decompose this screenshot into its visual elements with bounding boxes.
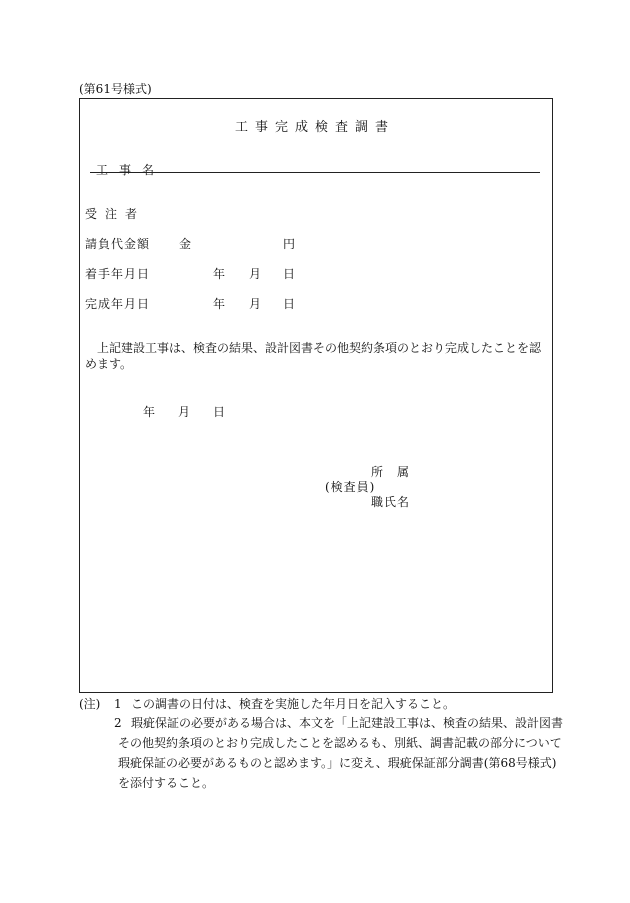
form-frame [79, 98, 553, 693]
start-year: 年 [213, 267, 227, 281]
project-name-underline [90, 172, 540, 173]
start-month: 月 [249, 267, 263, 281]
amount-unit: 円 [283, 237, 297, 251]
issue-day: 日 [213, 405, 227, 419]
completion-month: 月 [249, 297, 263, 311]
inspector-label: (検査員) [325, 480, 376, 494]
notes-heading: (注) [79, 697, 101, 711]
name-label: 職氏名 [371, 495, 411, 509]
issue-month: 月 [178, 405, 192, 419]
start-day: 日 [283, 267, 297, 281]
completion-day: 日 [283, 297, 297, 311]
note2-number: 2 [114, 716, 122, 730]
document-title: 工事完成検査調書 [234, 120, 395, 135]
form-number: (第61号様式) [79, 82, 152, 96]
issue-year: 年 [143, 405, 157, 419]
completion-date-label: 完成年月日 [85, 297, 151, 311]
note1-number: 1 [114, 697, 122, 711]
contract-amount-label: 請負代金額 [85, 237, 151, 251]
project-name-label: 工事名 [96, 163, 166, 177]
completion-year: 年 [213, 297, 227, 311]
certification-text: 上記建設工事は、検査の結果、設計図書その他契約条項のとおり完成したことを認めます。 [85, 341, 542, 371]
affiliation-label: 所 属 [371, 465, 411, 479]
note1-text: この調書の日付は、検査を実施した年月日を記入すること。 [131, 697, 456, 711]
start-date-label: 着手年月日 [85, 267, 151, 281]
note2-text: 瑕疵保証の必要がある場合は、本文を「上記建設工事は、検査の結果、設計図書その他契約条項のとおり完成したことを認めるも、別紙、調書記載の部分について瑕疵保証の必要があるものと認めます。」に変え、瑕疵保証部分調書(第68号様式)を添付すること。 [118, 716, 564, 790]
amount-prefix: 金 [179, 237, 193, 251]
contractor-label: 受注者 [85, 207, 146, 221]
